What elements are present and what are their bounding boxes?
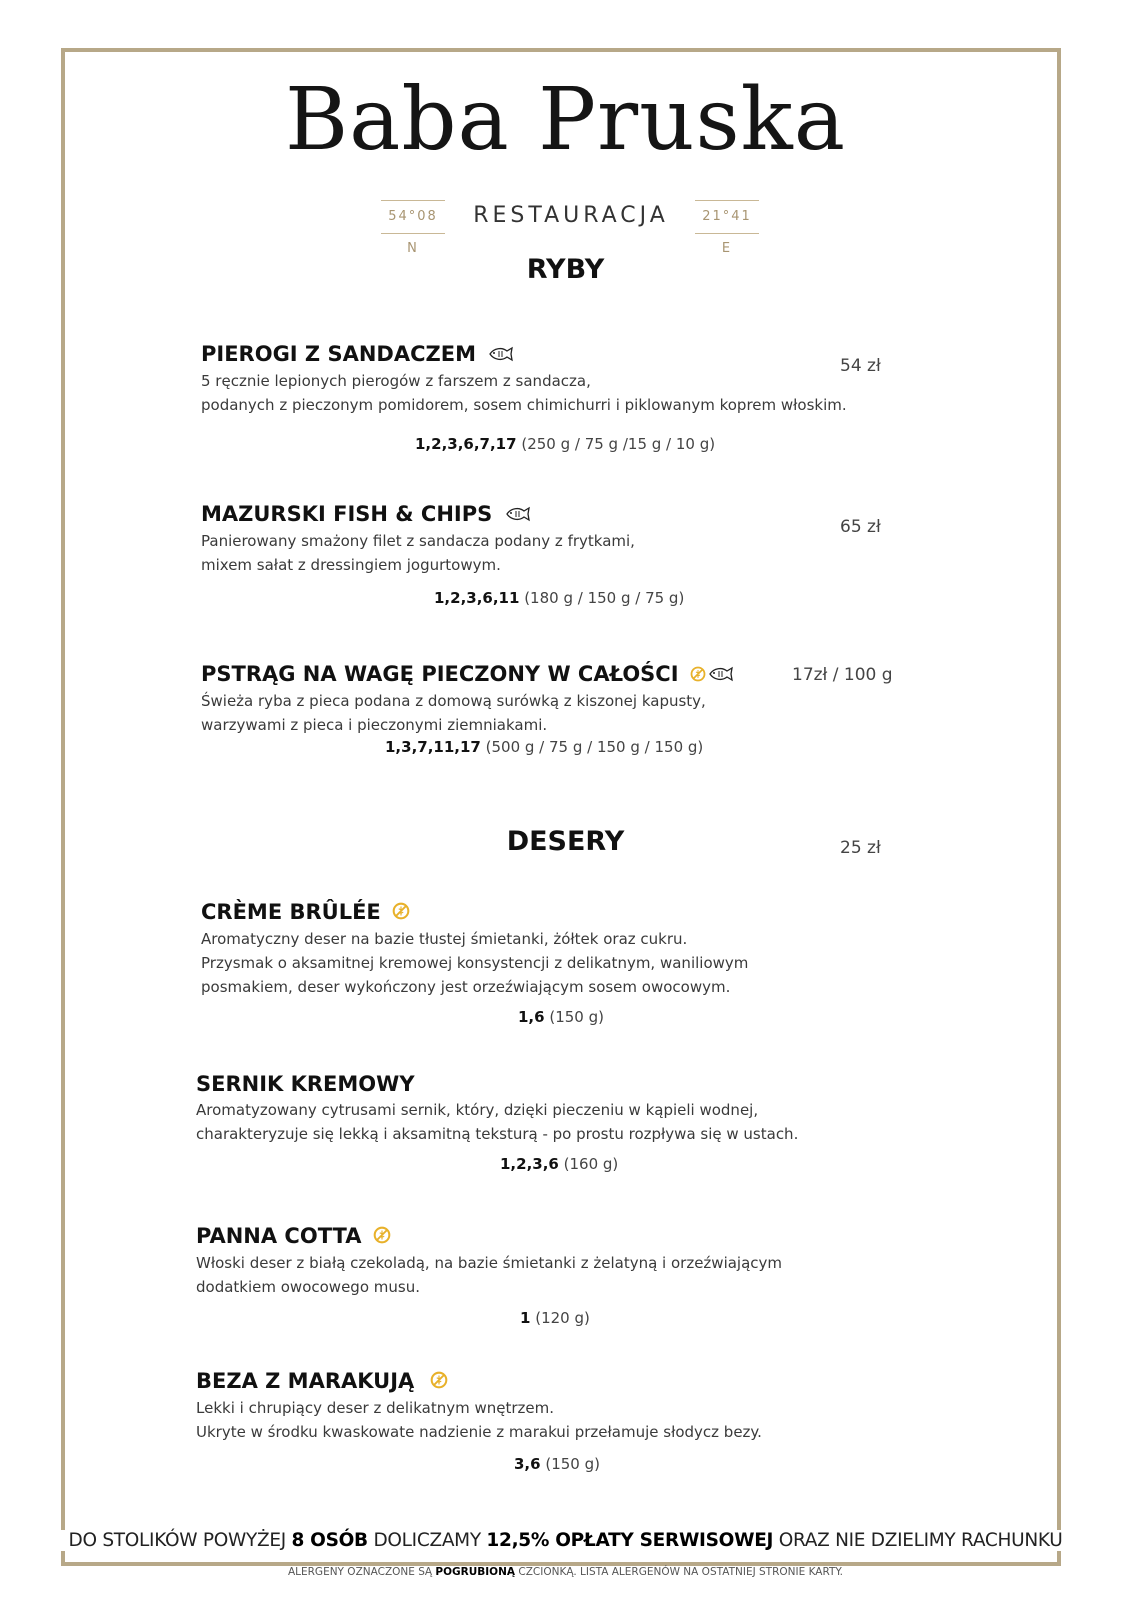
item-name: CRÈME BRÛLÉE	[201, 900, 381, 924]
restaurant-tagline: RESTAURACJA	[473, 203, 669, 228]
coordinate-longitude: 21°41 E	[695, 200, 759, 234]
item-description: Lekki i chrupiący deser z delikatnym wnętrzem.	[196, 1399, 555, 1417]
item-price: 65 zł	[840, 517, 881, 537]
item-description: Świeża ryba z pieca podana z domową surówką z kiszonej kapusty,	[201, 692, 706, 710]
item-description: posmakiem, deser wykończony jest orzeźwiającym sosem owocowym.	[201, 978, 731, 996]
item-description: charakteryzuje się lekką i aksamitną teksturą - po prostu rozpływa się w ustach.	[196, 1125, 799, 1143]
menu-item	[201, 500, 635, 577]
fish-icon	[487, 341, 513, 369]
logo-subline	[0, 196, 1131, 256]
gluten-free-icon	[690, 661, 706, 689]
item-price: 54 zł	[840, 356, 881, 376]
item-allergens: 1,2,3,6,11 (180 g / 150 g / 75 g)	[434, 589, 685, 607]
section-title-ryby: RYBY	[526, 254, 605, 285]
item-name: BEZA Z MARAKUJĄ	[196, 1369, 415, 1393]
menu-item	[201, 660, 733, 737]
item-name: PANNA COTTA	[196, 1224, 362, 1248]
service-fee-notice: DO STOLIKÓW POWYŻEJ 8 OSÓB DOLICZAMY 12,5% OPŁATY SERWISOWEJ ORAZ NIE DZIELIMY RACHUNKU	[0, 1530, 1131, 1551]
item-description: mixem sałat z dressingiem jogurtowym.	[201, 556, 501, 574]
item-description: dodatkiem owocowego musu.	[196, 1278, 420, 1296]
menu-item	[196, 1367, 762, 1444]
menu-item	[201, 340, 847, 417]
menu-item	[196, 1222, 782, 1299]
item-name: PIEROGI Z SANDACZEM	[201, 342, 476, 366]
section-title-desery: DESERY	[506, 826, 625, 857]
item-price: 17zł / 100 g	[792, 665, 893, 685]
item-description: warzywami z pieca i pieczonymi ziemniakami.	[201, 716, 548, 734]
item-description: Przysmak o aksamitnej kremowej konsystencji z delikatnym, waniliowym	[201, 954, 749, 972]
item-description: Włoski deser z białą czekoladą, na bazie śmietanki z żelatyną i orzeźwiającym	[196, 1254, 783, 1272]
restaurant-logo: Baba Pruska	[284, 70, 846, 170]
item-allergens: 1,6 (150 g)	[518, 1008, 604, 1026]
item-description: Ukryte w środku kwaskowate nadzienie z marakui przełamuje słodycz bezy.	[196, 1423, 762, 1441]
item-description: Aromatyczny deser na bazie tłustej śmietanki, żółtek oraz cukru.	[201, 930, 688, 948]
item-allergens: 1 (120 g)	[520, 1309, 590, 1327]
item-description: podanych z pieczonym pomidorem, sosem chimichurri i piklowanym koprem włoskim.	[201, 396, 847, 414]
gluten-free-icon	[430, 1368, 448, 1396]
gluten-free-icon	[392, 899, 410, 927]
allergen-note: ALERGENY OZNACZONE SĄ POGRUBIONĄ CZCIONKĄ. LISTA ALERGENÓW NA OSTATNIEJ STRONIE KARTY.	[287, 1566, 844, 1578]
item-name: SERNIK KREMOWY	[196, 1072, 415, 1096]
item-description: Panierowany smażony filet z sandacza podany z frytkami,	[201, 532, 635, 550]
fish-icon	[504, 501, 530, 529]
item-description: 5 ręcznie lepionych pierogów z farszem z sandacza,	[201, 372, 591, 390]
item-allergens: 1,2,3,6 (160 g)	[500, 1155, 619, 1173]
item-description: Aromatyzowany cytrusami sernik, który, dzięki pieczeniu w kąpieli wodnej,	[196, 1101, 759, 1119]
menu-item	[196, 1070, 798, 1146]
item-name: MAZURSKI FISH & CHIPS	[201, 502, 493, 526]
fish-icon	[707, 661, 733, 689]
item-name: PSTRĄG NA WAGĘ PIECZONY W CAŁOŚCI	[201, 662, 679, 686]
item-allergens: 1,2,3,6,7,17 (250 g / 75 g /15 g / 10 g)	[415, 435, 716, 453]
coordinate-latitude: 54°08 N	[381, 200, 445, 234]
menu-item	[201, 898, 748, 999]
gluten-free-icon	[373, 1223, 391, 1251]
section-price: 25 zł	[840, 838, 881, 858]
item-allergens: 1,3,7,11,17 (500 g / 75 g / 150 g / 150 g)	[385, 738, 704, 756]
item-allergens: 3,6 (150 g)	[514, 1455, 600, 1473]
